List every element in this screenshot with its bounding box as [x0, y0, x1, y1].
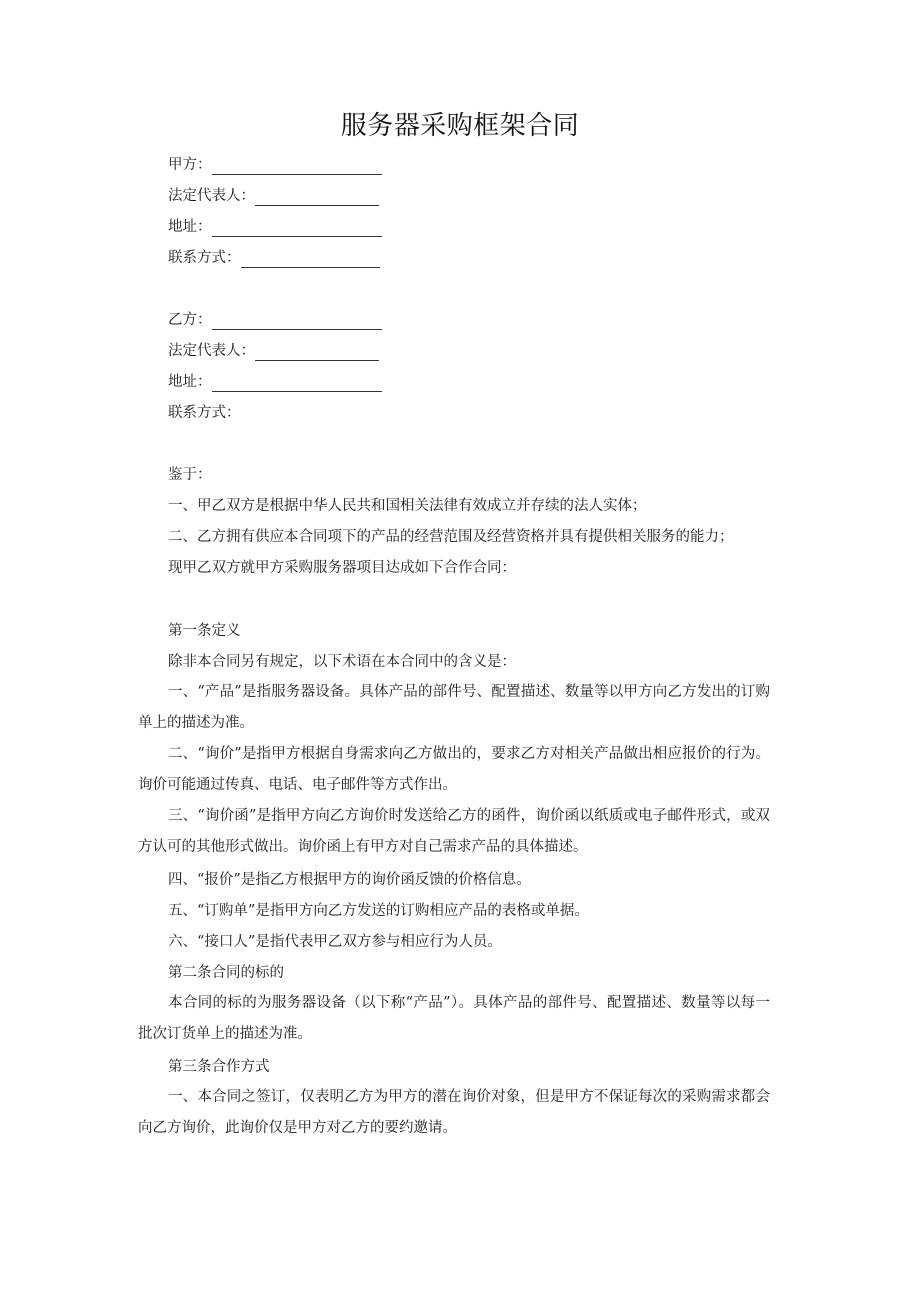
party-a-contact-label: 联系方式：	[168, 250, 241, 266]
document-title: 服务器采购框架合同	[340, 111, 580, 141]
party-a-contact-field	[168, 248, 380, 268]
article-2-body: 本合同的标的为服务器设备（以下称“产品”）。具体产品的部件号、配置描述、数量等以每一批次订货单上的描述为准。	[138, 995, 770, 1042]
article-1-item-3: 三、“询价函”是指甲方向乙方询价时发送给乙方的函件，询价函以纸质或电子邮件形式，或双方认可的其他形式做出。询价函上有甲方对自己需求产品的具体描述。	[138, 808, 770, 855]
party-b-name-field	[168, 310, 382, 330]
whereas-heading: 鉴于：	[168, 467, 212, 483]
party-b-address-label: 地址：	[168, 374, 212, 390]
whereas-conclusion: 现甲乙双方就甲方采购服务器项目达成如下合作合同：	[168, 560, 516, 576]
party-b-address-field	[168, 372, 382, 392]
party-a-rep-label: 法定代表人：	[168, 188, 255, 204]
article-2-heading: 第二条合同的标的	[168, 965, 284, 981]
party-b-contact-label: 联系方式：	[168, 405, 241, 421]
party-a-address-label: 地址：	[168, 219, 212, 235]
party-a-rep-blank	[255, 188, 379, 206]
party-a-address-blank	[212, 219, 382, 237]
article-1-item-4: 四、“报价”是指乙方根据甲方的询价函反馈的价格信息。	[168, 872, 531, 888]
party-a-name-blank	[212, 157, 382, 175]
party-b-address-blank	[212, 374, 382, 392]
whereas-item-1: 一、甲乙双方是根据中华人民共和国相关法律有效成立并存续的法人实体；	[168, 498, 647, 514]
article-1-intro: 除非本合同另有规定，以下术语在本合同中的含义是：	[168, 654, 516, 670]
article-1-item-5: 五、“订购单”是指甲方向乙方发送的订购相应产品的表格或单据。	[168, 903, 589, 919]
party-b-name-blank	[212, 312, 382, 330]
party-b-rep-label: 法定代表人：	[168, 343, 255, 359]
whereas-item-2: 二、乙方拥有供应本合同项下的产品的经营范围及经营资格并具有提供相关服务的能力；	[168, 529, 734, 545]
article-3-body: 一、本合同之签订，仅表明乙方为甲方的潜在询价对象，但是甲方不保证每次的采购需求都会向乙方询价，此询价仅是甲方对乙方的要约邀请。	[138, 1089, 770, 1136]
party-b-rep-blank	[255, 343, 379, 361]
party-a-contact-blank	[241, 250, 380, 268]
party-a-address-field	[168, 217, 382, 237]
article-1-item-1: 一、“产品”是指服务器设备。具体产品的部件号、配置描述、数量等以甲方向乙方发出的订购单上的描述为准。	[138, 684, 770, 731]
party-b-rep-field	[168, 341, 379, 361]
article-1-heading: 第一条定义	[168, 623, 241, 639]
article-3-heading: 第三条合作方式	[168, 1059, 270, 1075]
article-1-item-6: 六、“接口人”是指代表甲乙双方参与相应行为人员。	[168, 934, 502, 950]
party-b-name-label: 乙方：	[168, 312, 212, 328]
article-1-item-2: 二、“询价”是指甲方根据自身需求向乙方做出的，要求乙方对相关产品做出相应报价的行为。询价可能通过传真、电话、电子邮件等方式作出。	[138, 746, 770, 793]
party-a-name-field	[168, 155, 382, 175]
party-a-name-label: 甲方：	[168, 157, 212, 173]
party-a-rep-field	[168, 186, 379, 206]
